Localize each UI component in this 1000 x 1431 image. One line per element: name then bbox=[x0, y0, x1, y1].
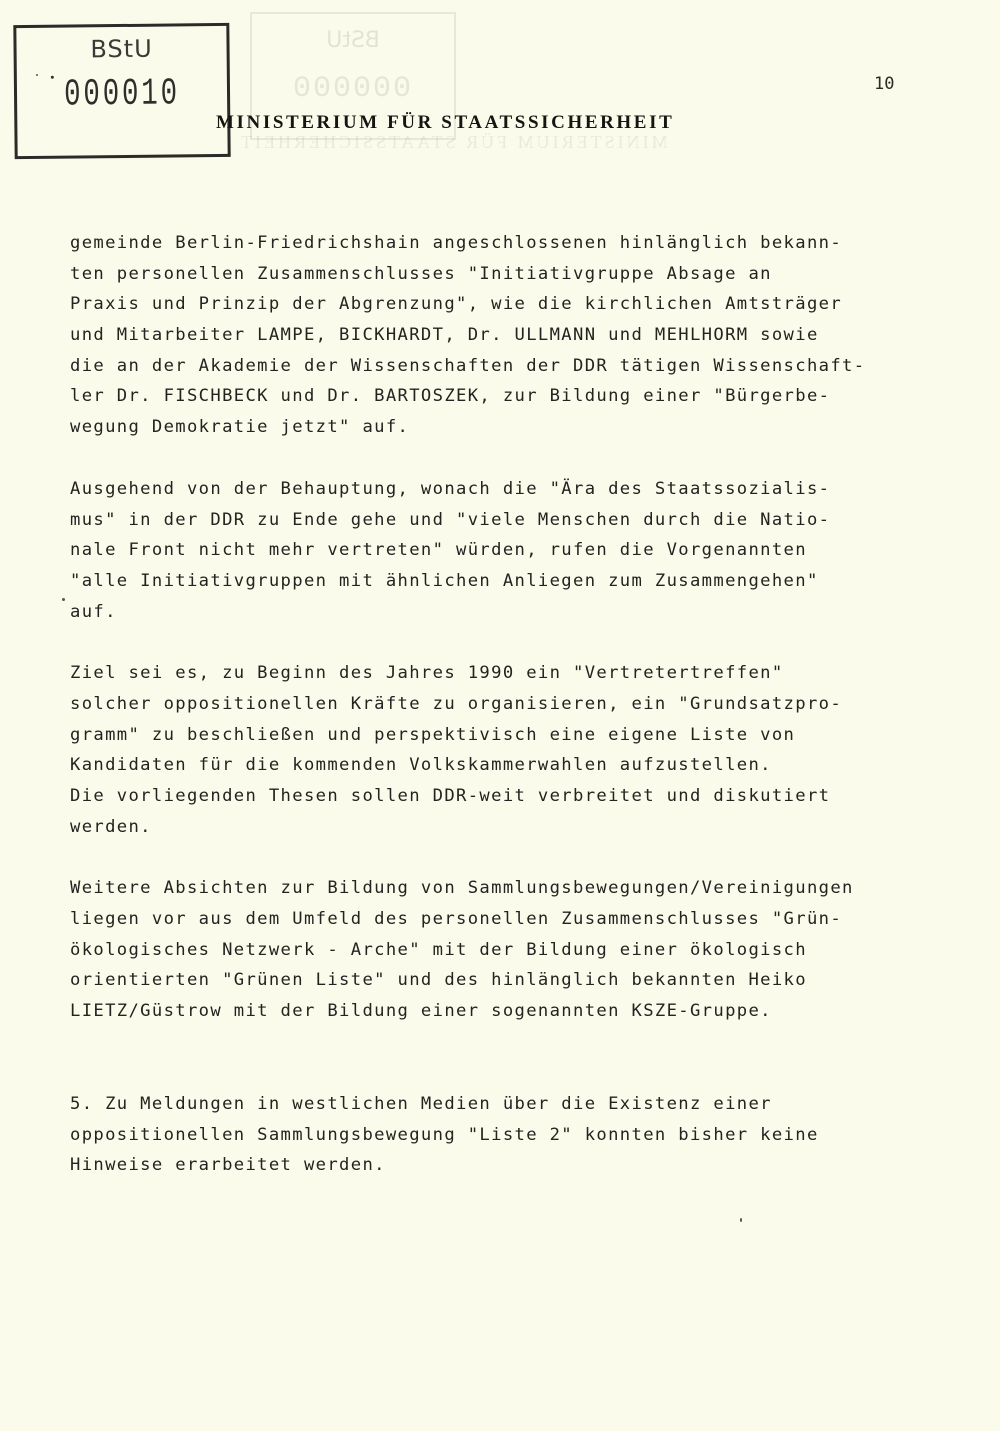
text-line: ler Dr. FISCHBECK und Dr. BARTOSZEK, zur Bildung einer "Bürgerbe- bbox=[70, 386, 831, 407]
stamp-number: 000010 bbox=[63, 72, 181, 117]
archive-stamp bbox=[13, 23, 230, 159]
text-line: ökologisches Netzwerk - Arche" mit der Bildung einer ökologisch bbox=[70, 939, 807, 960]
text-line: werden. bbox=[70, 816, 152, 837]
text-line: wegung Demokratie jetzt" auf. bbox=[70, 417, 410, 438]
ghost-stamp-number: 000000 bbox=[292, 72, 414, 106]
stray-ink-mark bbox=[740, 1218, 742, 1222]
text-line: gemeinde Berlin-Friedrichshain angeschlossenen hinlänglich bekann- bbox=[70, 233, 843, 253]
stamp-label: BStU bbox=[90, 34, 153, 64]
text-line: solcher oppositionellen Kräfte zu organisieren, ein "Grundsatzpro- bbox=[70, 693, 843, 714]
paragraph-2 bbox=[70, 474, 970, 627]
text-line: Ziel sei es, zu Beginn des Jahres 1990 ein "Vertretertreffen" bbox=[70, 663, 784, 684]
text-line: Die vorliegenden Thesen sollen DDR-weit verbreitet und diskutiert bbox=[70, 786, 831, 806]
text-line: orientierten "Grünen Liste" und des hinlänglich bekannten Heiko bbox=[70, 970, 807, 991]
paragraph-4 bbox=[70, 873, 970, 1026]
stray-ink-mark bbox=[62, 598, 65, 601]
paragraph-1 bbox=[70, 228, 970, 443]
text-line: Praxis und Prinzip der Abgrenzung", wie die kirchlichen Amtsträger bbox=[70, 294, 843, 315]
text-line: Weitere Absichten zur Bildung von Sammlungsbewegungen/Vereinigungen bbox=[70, 878, 854, 899]
text-line: ten personellen Zusammenschlusses "Initiativgruppe Absage an bbox=[70, 263, 772, 284]
text-line: und Mitarbeiter LAMPE, BICKHARDT, Dr. ULLMANN und MEHLHORM sowie bbox=[70, 325, 819, 346]
paragraph-3 bbox=[70, 658, 970, 842]
paragraph-5-point-5 bbox=[70, 1089, 970, 1181]
ministry-header: MINISTERIUM FÜR STAATSSICHERHEIT bbox=[216, 112, 675, 133]
text-line: gramm" zu beschließen und perspektivisch eine eigene Liste von bbox=[70, 724, 796, 745]
paragraph-gap bbox=[70, 1027, 970, 1089]
text-line: "alle Initiativgruppen mit ähnlichen Anliegen zum Zusammengehen" bbox=[70, 570, 819, 591]
paragraph-gap bbox=[70, 443, 970, 474]
ghost-header-bleedthrough: MINISTERIUM FÜR STAATSSICHERHEIT bbox=[238, 132, 668, 152]
text-line: auf. bbox=[70, 601, 117, 622]
text-line: Hinweise erarbeitet werden. bbox=[70, 1155, 386, 1176]
page-number: 10 bbox=[874, 74, 895, 94]
text-line: die an der Akademie der Wissenschaften der DDR tätigen Wissenschaft- bbox=[70, 355, 866, 376]
text-line: Ausgehend von der Behauptung, wonach die "Ära des Staatssozialis- bbox=[70, 478, 831, 499]
paragraph-gap bbox=[70, 842, 970, 873]
text-line: nale Front nicht mehr vertreten" würden, rufen die Vorgenannten bbox=[70, 540, 807, 561]
ghost-stamp-label: BStU bbox=[326, 28, 380, 53]
text-line: 5. Zu Meldungen in westlichen Medien über die Existenz einer bbox=[70, 1093, 772, 1114]
paragraph-gap bbox=[70, 627, 970, 658]
stray-ink-mark bbox=[36, 74, 38, 76]
text-line: mus" in der DDR zu Ende gehe und "viele Menschen durch die Natio- bbox=[70, 509, 831, 530]
text-line: Kandidaten für die kommenden Volkskammerwahlen aufzustellen. bbox=[70, 755, 772, 776]
text-line: liegen vor aus dem Umfeld des personellen Zusammenschlusses "Grün- bbox=[70, 909, 843, 930]
text-line: LIETZ/Güstrow mit der Bildung einer sogenannten KSZE-Gruppe. bbox=[70, 1001, 772, 1022]
document-body bbox=[70, 228, 970, 1181]
text-line: oppositionellen Sammlungsbewegung "Liste 2" konnten bisher keine bbox=[70, 1124, 819, 1145]
